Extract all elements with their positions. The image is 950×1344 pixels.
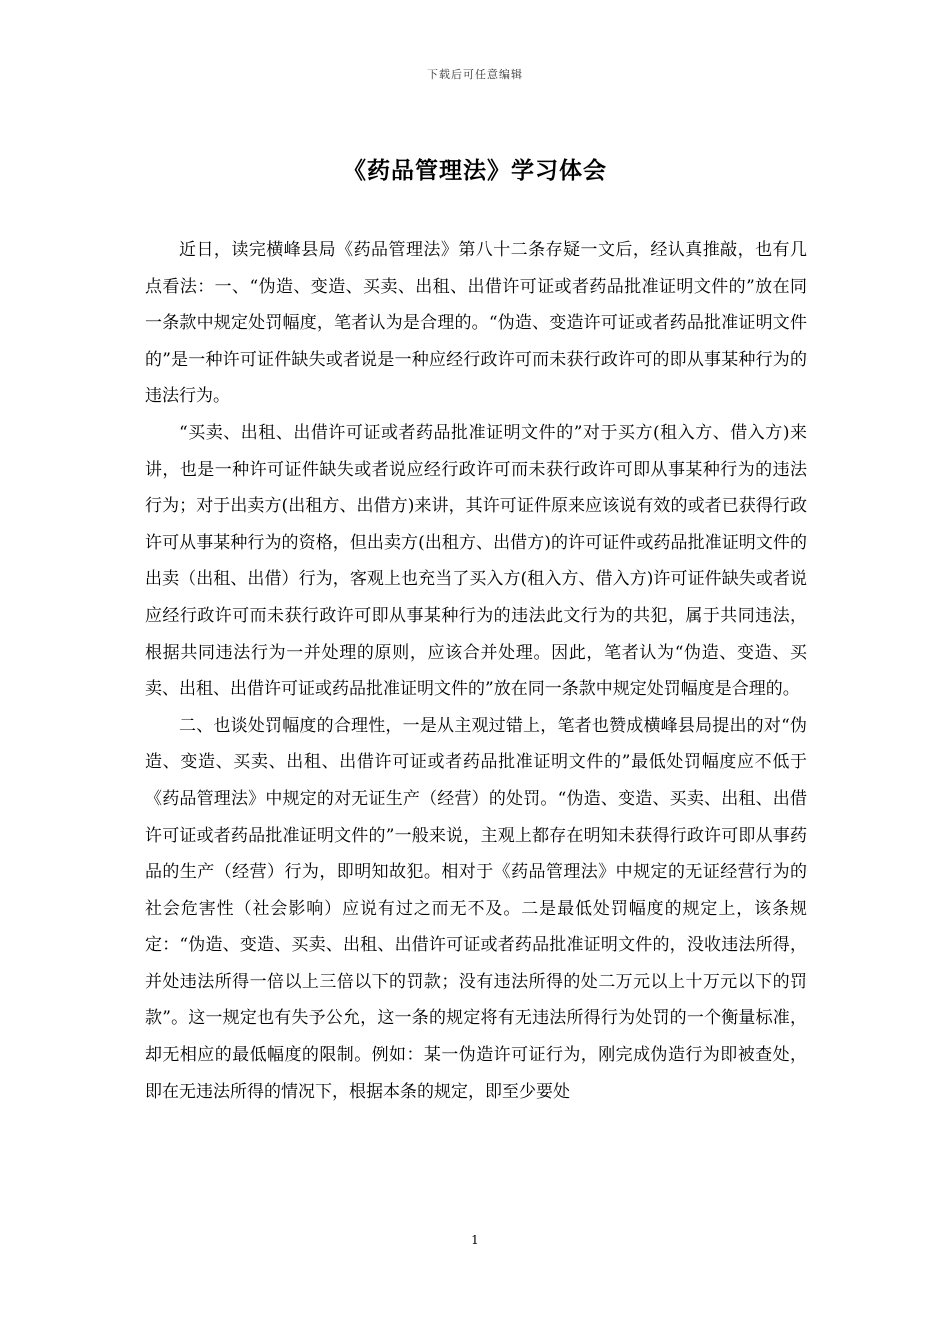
page-header: 下载后可任意编辑 (427, 68, 523, 81)
document-title: 《药品管理法》学习体会 (343, 158, 607, 184)
body-paragraph-2: “买卖、出租、出借许可证或者药品批准证明文件的”对于买方(租入方、借入方)来讲，也是一种许可证件缺失或者说应经行政许可而未获行政许可即从事某种行为的违法行为；对于出卖方(出租方、出借方)来讲，其许可证件原来应该说有效的或者已获得行政许可从事某种行为的资格，但出卖方(出租方、出借方)的许可证件或药品批准证明文件的出卖（出租、出借）行为，客观上也充当了买入方(租入方、借入方)许可证件缺失或者说应经行政许可而未获行政许可即从事某种行为的违法此文行为的共犯，属于共同违法，根据共同违法行为一并处理的原则，应该合并处理。因此，笔者认为“伪造、变造、买卖、出租、出借许可证或药品批准证明文件的”放在同一条款中规定处罚幅度是合理的。 (145, 422, 807, 700)
document-body (145, 232, 807, 1110)
body-paragraph-3: 二、也谈处罚幅度的合理性，一是从主观过错上，笔者也赞成横峰县局提出的对“伪造、变造、买卖、出租、出借许可证或者药品批准证明文件的”最低处罚幅度应不低于《药品管理法》中规定的对无证生产（经营）的处罚。“伪造、变造、买卖、出租、出借许可证或者药品批准证明文件的”一般来说，主观上都存在明知未获得行政许可即从事药品的生产（经营）行为，即明知故犯。相对于《药品管理法》中规定的无证经营行为的社会危害性（社会影响）应说有过之而无不及。二是最低处罚幅度的规定上，该条规定：“伪造、变造、买卖、出租、出借许可证或者药品批准证明文件的，没收违法所得，并处违法所得一倍以上三倍以下的罚款；没有违法所得的处二万元以上十万元以下的罚款”。这一规定也有失予公允，这一条的规定将有无违法所得行为处罚的一个衡量标准，却无相应的最低幅度的限制。例如：某一伪造许可证行为，刚完成伪造行为即被查处，即在无违法所得的情况下，根据本条的规定，即至少要处 (145, 715, 807, 1102)
body-paragraph-1: 近日，读完横峰县局《药品管理法》第八十二条存疑一文后，经认真推敲，也有几点看法：一、“伪造、变造、买卖、出租、出借许可证或者药品批准证明文件的”放在同一条款中规定处罚幅度，笔者认为是合理的。“伪造、变造许可证或者药品批准证明文件的”是一种许可证件缺失或者说是一种应经行政许可而未获行政许可的即从事某种行为的违法行为。 (145, 240, 807, 407)
page-number: 1 (471, 1233, 479, 1247)
